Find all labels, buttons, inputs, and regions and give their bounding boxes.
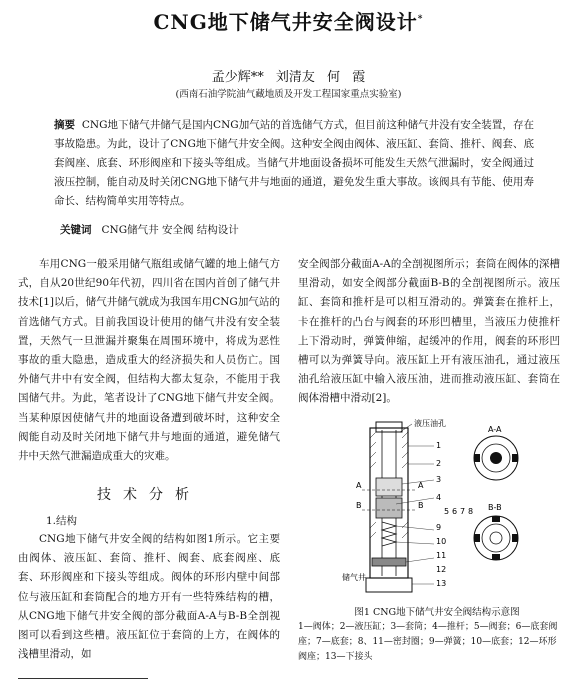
section-a-title: A-A <box>488 425 502 434</box>
label-gas-well: 储气井 <box>342 573 366 582</box>
title-footnote-mark: * <box>417 14 424 25</box>
abstract <box>54 116 534 211</box>
figure-number-1: 1 <box>436 441 442 450</box>
section-mark-b: B <box>418 501 424 510</box>
section-b-title: B-B <box>488 503 502 512</box>
figure-number-9: 9 <box>436 523 442 532</box>
paper-title <box>0 6 577 35</box>
title-text: CNG地下储气井安全阀设计 <box>153 10 418 34</box>
section-mark-a: A <box>418 481 424 490</box>
affiliation: (西南石油学院油气藏地质及开发工程国家重点实验室) <box>175 89 402 100</box>
figure-diagram <box>342 418 532 598</box>
figure-number-3: 3 <box>436 475 442 484</box>
intro-paragraph: 车用CNG一般采用储气瓶组或储气罐的地上储气方式，自从20世纪90年代初，四川省在国内首创了储气井技术[1]以后，储气井储气就成为我国车用CNG加气站的首选储气方式。目前我国设计使用的储气井没有安全装置，天然气一旦泄漏并聚集在周围环境中，将成为恶性事故的重大隐患，造成重大的经济损失和人员伤亡。国外储气井中有安全阀，但结构大都太复杂，不能用于我国储气井。为此，笔者设计了CNG地下储气井安全阀。当某种原因使储气井的地面设备遭到破坏时，这种安全阀能自动及时关闭地下储气井与地面的通道，避免储气井中天然气泄漏造成重大的灾难。 <box>18 258 280 463</box>
figure-number-10: 10 <box>436 537 447 546</box>
section-mark-a-left: A <box>356 481 362 490</box>
label-hydraulic-hole: 液压油孔 <box>414 419 446 428</box>
figure-number-6: 6 <box>452 507 458 516</box>
figure-number-4: 4 <box>436 493 442 502</box>
figure-number-11: 11 <box>436 551 447 560</box>
figure-number-12: 12 <box>436 565 447 574</box>
intro-column <box>18 255 280 466</box>
figure-number-5: 5 <box>444 507 450 516</box>
keywords-text: CNG储气井 安全阀 结构设计 <box>101 224 239 236</box>
keywords-label: 关键词 <box>60 224 92 236</box>
authors: 孟少辉** 刘清友 何 霞 <box>211 70 366 85</box>
figure-number-2: 2 <box>436 459 442 468</box>
figure-caption: 图1 CNG地下储气井安全阀结构示意图 <box>354 607 520 618</box>
structure-column <box>18 530 280 664</box>
subsection-title: 1.结构 <box>46 515 78 527</box>
keywords <box>60 222 530 237</box>
footnote-rule <box>18 678 148 679</box>
right-column <box>298 255 560 409</box>
figure-legend: 1—阀体；2—液压缸；3—套筒；4—推杆；5—阀套；6—底套阀座；7—底套；8、11—密封圈；9—弹簧；10—底套；12—环形阀座；13—下接头 <box>298 622 558 662</box>
figure-number-8: 8 <box>468 507 474 516</box>
abstract-label: 摘要 <box>54 119 76 131</box>
section-mark-b-left: B <box>356 501 362 510</box>
safety-valve-drawing <box>342 418 532 598</box>
right-paragraph: 安全阀部分截面A-A的全剖视图所示；套筒在阀体的深槽里滑动，如安全阀部分截面B-B的全剖视图所示。液压缸、套筒和推杆是可以相互滑动的。弹簧套在推杆上，卡在推杆的凸台与阀套的环形凹槽里，当液压力使推杆上下滑动时，弹簧伸缩，起缓冲的作用，阀套的环形凹槽可以为弹簧导向。液压缸上开有液压油孔，通过液压油孔给液压缸中输入液压油，进而推动液压缸、套筒在阀体滑槽中滑动[2]。 <box>298 258 560 405</box>
section-title: 技术分析 <box>97 487 201 503</box>
figure-number-13: 13 <box>436 579 447 588</box>
abstract-text: CNG地下储气井储气是国内CNG加气站的首选储气方式，但目前这种储气井没有安全装置，存在事故隐患。为此，设计了CNG地下储气井安全阀。这种安全阀由阀体、液压缸、套筒、推杆、阀套、底套阀座、底套、环形阀座和下接头等组成。当储气井地面设备损坏可能发生天然气泄漏时，安全阀通过液压控制，能自动及时关闭CNG地下储气井与地面的通道，避免发生重大事故。该阀具有节能、使用寿命长、结构简单实用等特点。 <box>54 119 535 207</box>
figure-number-7: 7 <box>460 507 466 516</box>
structure-paragraph: CNG地下储气井安全阀的结构如图1所示。它主要由阀体、液压缸、套筒、推杆、阀套、底套阀座、底套、环形阀座和下接头等组成。阀体的环形内壁中间部位与液压缸和套筒配合的地方开有一些特殊结构的槽，从CNG地下储气井安全阀的部分截面A-A与B-B全剖视图可以看到这些槽。液压缸位于套筒的上方，在阀体的浅槽里滑动，如 <box>18 533 280 661</box>
